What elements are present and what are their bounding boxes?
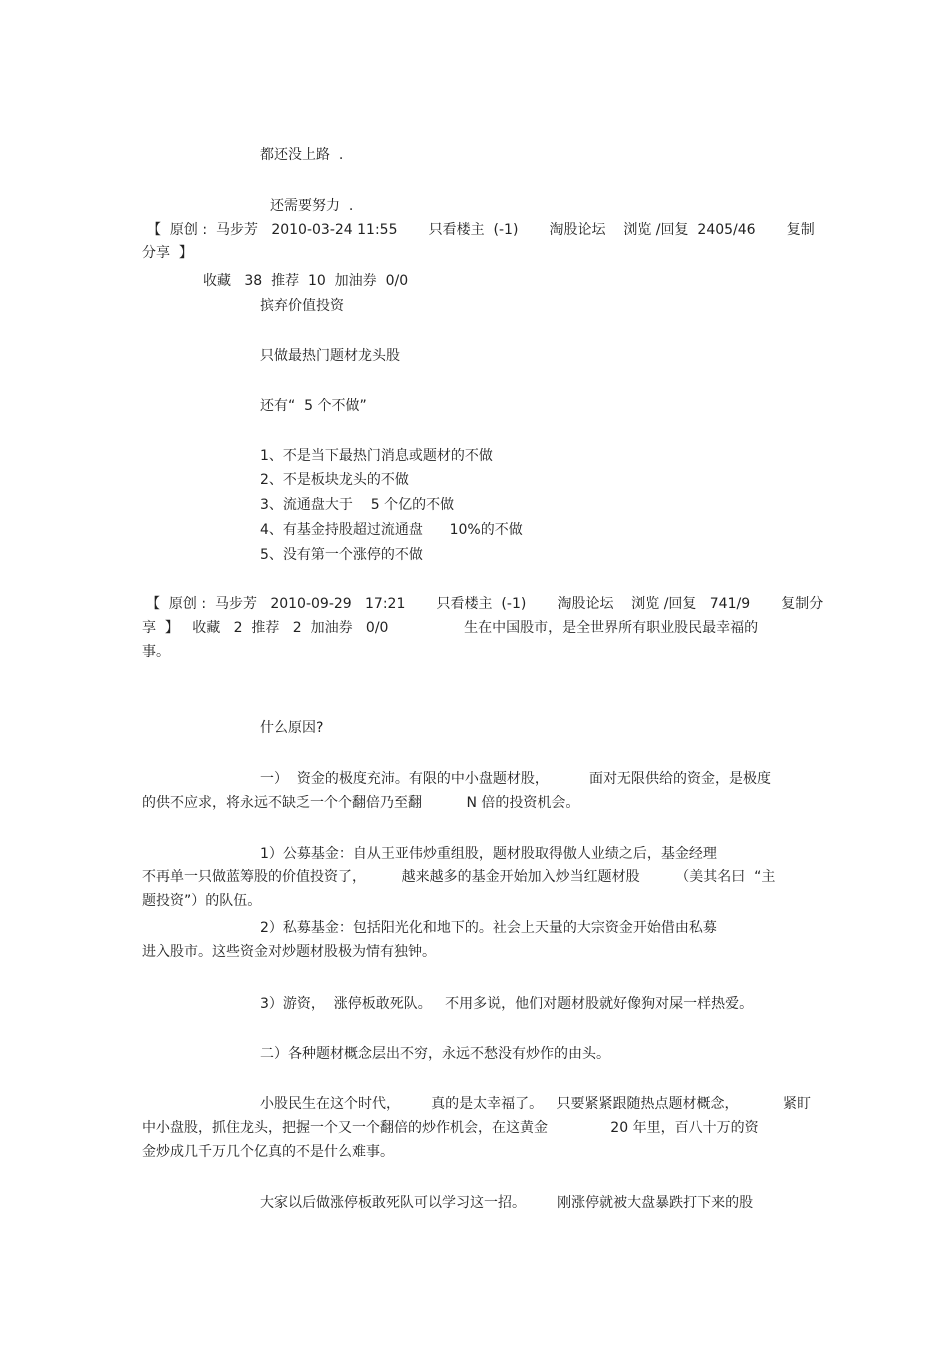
post1-line2: 还需要努力 .: [270, 198, 354, 214]
article-p2-line2: 不再单一只做蓝筹股的价值投资了， 越来越多的基金开始加入炒当红题材股 （美其名曰 “主: [142, 869, 776, 885]
article-p2-line1: 1）公募基金：自从王亚伟炒重组股，题材股取得傲人业绩之后，基金经理: [260, 846, 717, 862]
article-p7: 大家以后做涨停板敢死队可以学习这一招。 刚涨停就被大盘暴跌打下来的股: [260, 1195, 754, 1211]
post2-meta-line1: 【 原创 : 马步芳 2010-09-29 17:21 只看楼主 (-1) 淘股论坛 浏览 /回复 741/9 复制分: [146, 596, 824, 612]
article-p6-line1: 小股民生在这个时代， 真的是太幸福了。 只要紧紧跟随热点题材概念， 紧盯: [260, 1096, 812, 1112]
post1-meta-line3: 收藏 38 推荐 10 加油券 0/0: [203, 273, 409, 289]
post2-line3: 还有“ 5 个不做”: [260, 398, 367, 414]
rule-item-5: 5、没有第一个涨停的不做: [260, 547, 423, 563]
rule-item-3: 3、流通盘大于 5 个亿的不做: [260, 497, 455, 513]
article-p3-line1: 2）私募基金：包括阳光化和地下的。社会上天量的大宗资金开始借由私募: [260, 920, 717, 936]
rule-item-2: 2、不是板块龙头的不做: [260, 472, 409, 488]
article-p6-line3: 金炒成几千万几个亿真的不是什么难事。: [142, 1144, 394, 1160]
article-p6-line2: 中小盘股，抓住龙头，把握一个又一个翻倍的炒作机会，在这黄金 20 年里，百八十万的资: [142, 1120, 759, 1136]
article-question: 什么原因?: [260, 720, 324, 736]
post2-line1: 摈弃价值投资: [260, 298, 344, 314]
post2-meta-line3: 事。: [142, 644, 170, 660]
article-p3-line2: 进入股市。这些资金对炒题材股极为情有独钟。: [142, 944, 436, 960]
rule-item-4: 4、有基金持股超过流通盘 10%的不做: [260, 522, 523, 538]
article-p2-line3: 题投资”）的队伍。: [142, 893, 262, 909]
post2-line2: 只做最热门题材龙头股: [260, 348, 400, 364]
article-p1-line2: 的供不应求，将永远不缺乏一个个翻倍乃至翻 N 倍的投资机会。: [142, 795, 580, 811]
post1-line1: 都还没上路 .: [260, 147, 344, 163]
article-p1-line1: 一） 资金的极度充沛。有限的中小盘题材股， 面对无限供给的资金，是极度: [260, 771, 771, 787]
post1-meta-line2: 分享 】: [142, 245, 193, 261]
article-p4: 3）游资， 涨停板敢死队。 不用多说，他们对题材股就好像狗对屎一样热爱。: [260, 996, 754, 1012]
rule-item-1: 1、不是当下最热门消息或题材的不做: [260, 448, 493, 464]
post1-meta-line1: 【 原创 : 马步芳 2010-03-24 11:55 只看楼主 (-1) 淘股论坛 浏览 /回复 2405/46 复制: [147, 222, 815, 238]
post2-meta-line2: 享 】 收藏 2 推荐 2 加油券 0/0 生在中国股市，是全世界所有职业股民最幸福的: [142, 620, 759, 636]
article-p5: 二）各种题材概念层出不穷，永远不愁没有炒作的由头。: [260, 1046, 610, 1062]
